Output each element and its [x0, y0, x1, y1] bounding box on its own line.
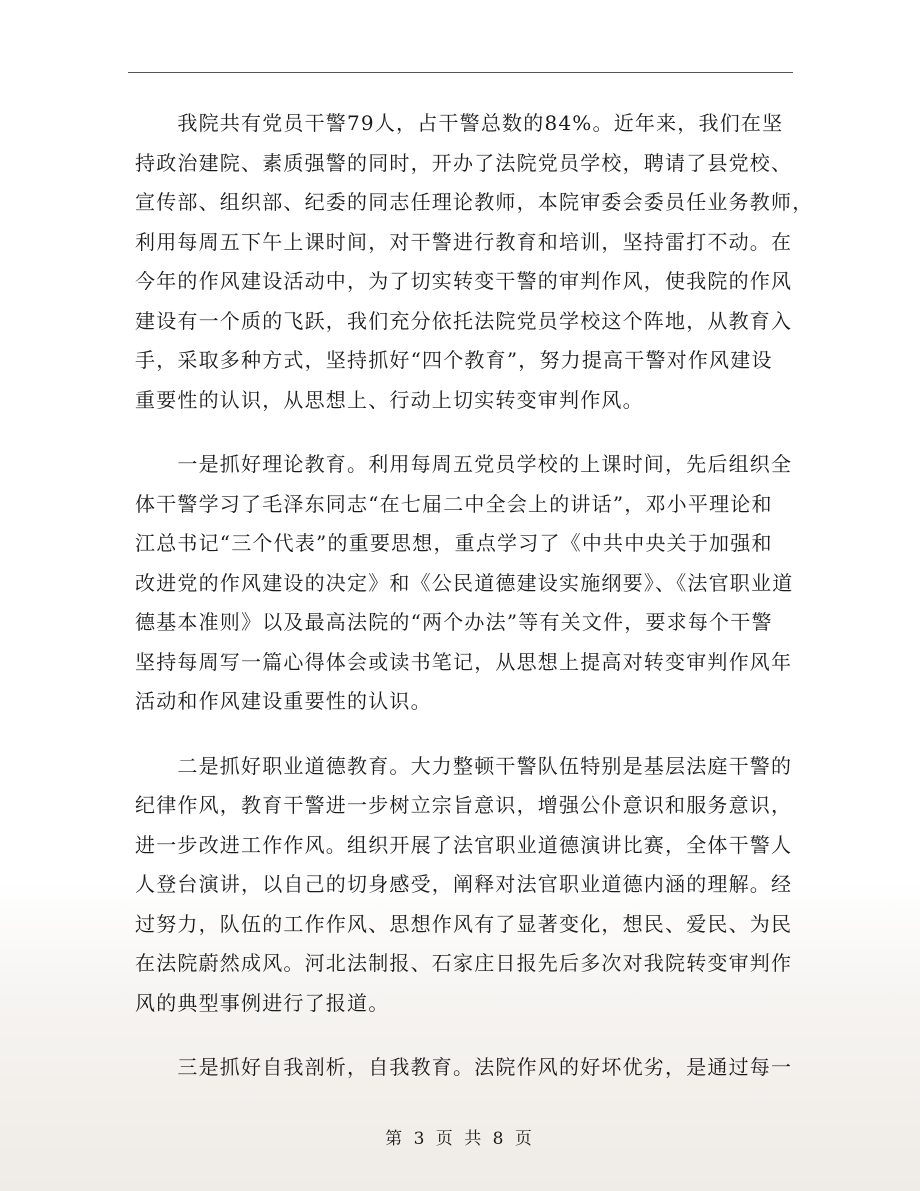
- text-line: 三是抓好自我剖析，自我教育。法院作风的好坏优劣，是通过每一: [135, 1055, 793, 1079]
- text-line: 二是抓好职业道德教育。大力整顿干警队伍特别是基层法庭干警的: [135, 753, 793, 778]
- text-line: 进一步改进工作作风。组织开展了法官职业道德演讲比赛，全体干警人: [135, 832, 793, 857]
- text-line: 利用每周五下午上课时间，对干警进行教育和培训，坚持雷打不动。在: [135, 229, 793, 254]
- text-line: 德基本准则》以及最高法院的“两个办法”等有关文件，要求每个干警: [135, 610, 773, 634]
- text-line: 纪律作风，教育干警进一步树立宗旨意识，增强公仆意识和服务意识，: [135, 793, 793, 817]
- text-line: 改进党的作风建设的决定》和《公民道德建设实施纲要》、《法官职业道: [135, 570, 794, 595]
- text-line: 今年的作风建设活动中，为了切实转变干警的审判作风，使我院的作风: [135, 269, 793, 293]
- header-rule: [128, 72, 793, 73]
- text-line: 一是抓好理论教育。利用每周五党员学校的上课时间，先后组织全: [135, 452, 793, 476]
- text-line: 在法院蔚然成风。河北法制报、石家庄日报先后多次对我院转变审判作: [135, 951, 793, 975]
- text-line: 江总书记“三个代表”的重要思想，重点学习了《中共中央关于加强和: [135, 531, 773, 555]
- paragraph-theory-education: [135, 445, 795, 722]
- page-number-footer: 第 3 页 共 8 页: [385, 1129, 535, 1149]
- text-line: 活动和作风建设重要性的认识。: [135, 689, 432, 713]
- text-line: 过努力，队伍的工作作风、思想作风有了显著变化，想民、爱民、为民: [135, 911, 793, 936]
- text-line: 人登台演讲，以自己的切身感受，阐释对法官职业道德内涵的理解。经: [135, 872, 793, 896]
- text-line: 宣传部、组织部、纪委的同志任理论教师，本院审委会委员任业务教师，: [135, 190, 814, 214]
- paragraph-ethics-education: [135, 747, 795, 1024]
- text-line: 坚持每周写一篇心得体会或读书笔记，从思想上提高对转变审判作风年: [135, 649, 793, 674]
- text-line: 风的典型事例进行了报道。: [135, 990, 390, 1015]
- text-line: 建设有一个质的飞跃，我们充分依托法院党员学校这个阵地，从教育入: [135, 308, 793, 333]
- text-line: 体干警学习了毛泽东同志“在七届二中全会上的讲话”，邓小平理论和: [135, 491, 773, 516]
- text-line: 重要性的认识，从思想上、行动上切实转变审判作风。: [135, 387, 644, 412]
- text-line: 持政治建院、素质强警的同时，开办了法院党员学校，聘请了县党校、: [135, 150, 793, 175]
- paragraph-self-analysis: [135, 1048, 795, 1088]
- document-body: [135, 104, 814, 1088]
- text-line: 我院共有党员干警79人，占干警总数的84%。近年来，我们在坚: [135, 111, 784, 135]
- text-line: 手，采取多种方式，坚持抓好“四个教育”，努力提高干警对作风建设: [135, 348, 773, 372]
- paragraph-intro: [135, 104, 814, 420]
